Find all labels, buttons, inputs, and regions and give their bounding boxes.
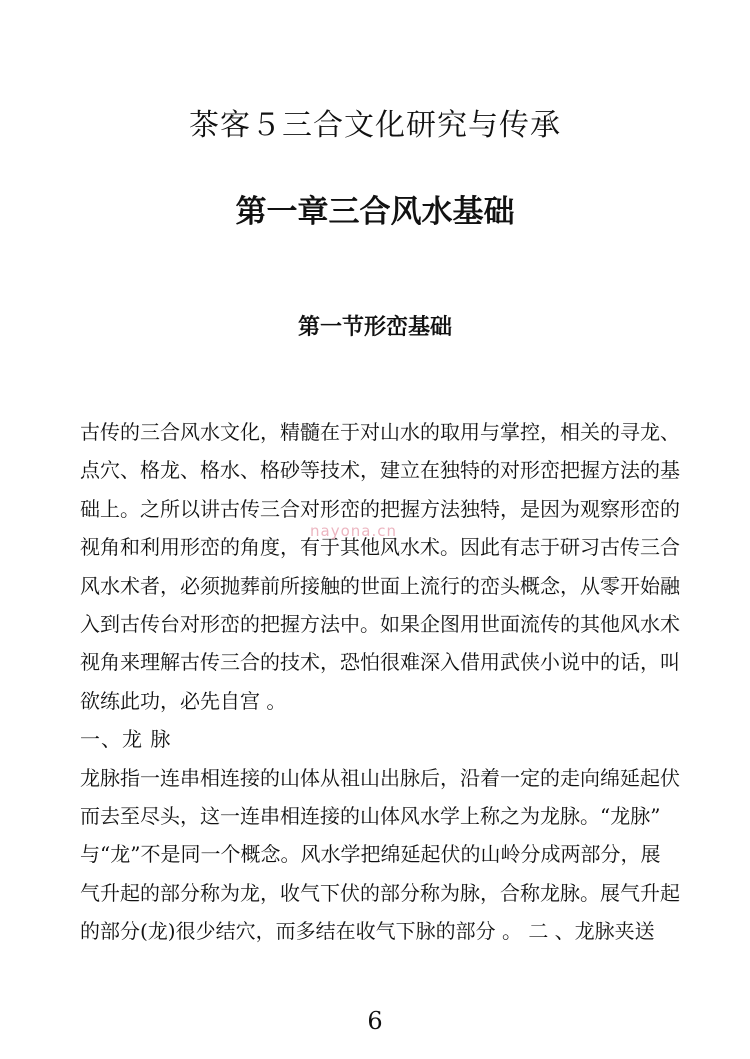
section-title: 第一节形峦基础	[297, 315, 452, 340]
paragraph-line: 视角来理解古传三合的技术，恐怕很难深入借用武侠小说中的话，叫	[80, 650, 680, 675]
page-number: 6	[367, 1007, 383, 1035]
subsection-line: 龙脉指一连串相连接的山体从祖山出脉后，沿着一定的走向绵延起伏	[80, 765, 680, 790]
paragraph-line: 风水术者，必须抛葬前所接触的世面上流行的峦头概念，从零开始融	[80, 573, 680, 598]
subsection-line: 与“龙”不是同一个概念。风水学把绵延起伏的山岭分成两部分，展	[80, 842, 661, 867]
subsection-line: 而去至尽头，这一连串相连接的山体风水学上称之为龙脉。“龙脉”	[80, 804, 661, 829]
paragraph-line: 入到古传台对形峦的把握方法中。如果企图用世面流传的其他风水术	[80, 612, 680, 637]
watermark: nayona.cn	[310, 522, 397, 540]
paragraph-line: 视角和利用形峦的角度，有于其他风水术。因此有志于研习古传三合	[80, 535, 680, 560]
paragraph-line: 点穴、格龙、格水、格砂等技术，建立在独特的对形峦把握方法的基	[80, 458, 680, 483]
paragraph-line: 欲练此功，必先自宫 。	[80, 688, 287, 713]
subsection-line: 气升起的部分称为龙，收气下伏的部分称为脉，合称龙脉。展气升起	[80, 880, 680, 905]
book-title: 茶客５三合文化研究与传承	[189, 108, 561, 143]
paragraph-line: 础上。之所以讲古传三合对形峦的把握方法独特，是因为观察形峦的	[80, 496, 680, 521]
paragraph-line: 古传的三合风水文化，精髓在于对山水的取用与掌控，相关的寻龙、	[80, 420, 680, 444]
body-text	[80, 413, 680, 951]
subheading: 一、龙 脉	[80, 727, 172, 752]
subsection-line: 的部分(龙)很少结穴，而多结在收气下脉的部分 。 二 、龙脉夹送	[80, 919, 655, 944]
chapter-title: 第一章三合风水基础	[235, 194, 515, 230]
